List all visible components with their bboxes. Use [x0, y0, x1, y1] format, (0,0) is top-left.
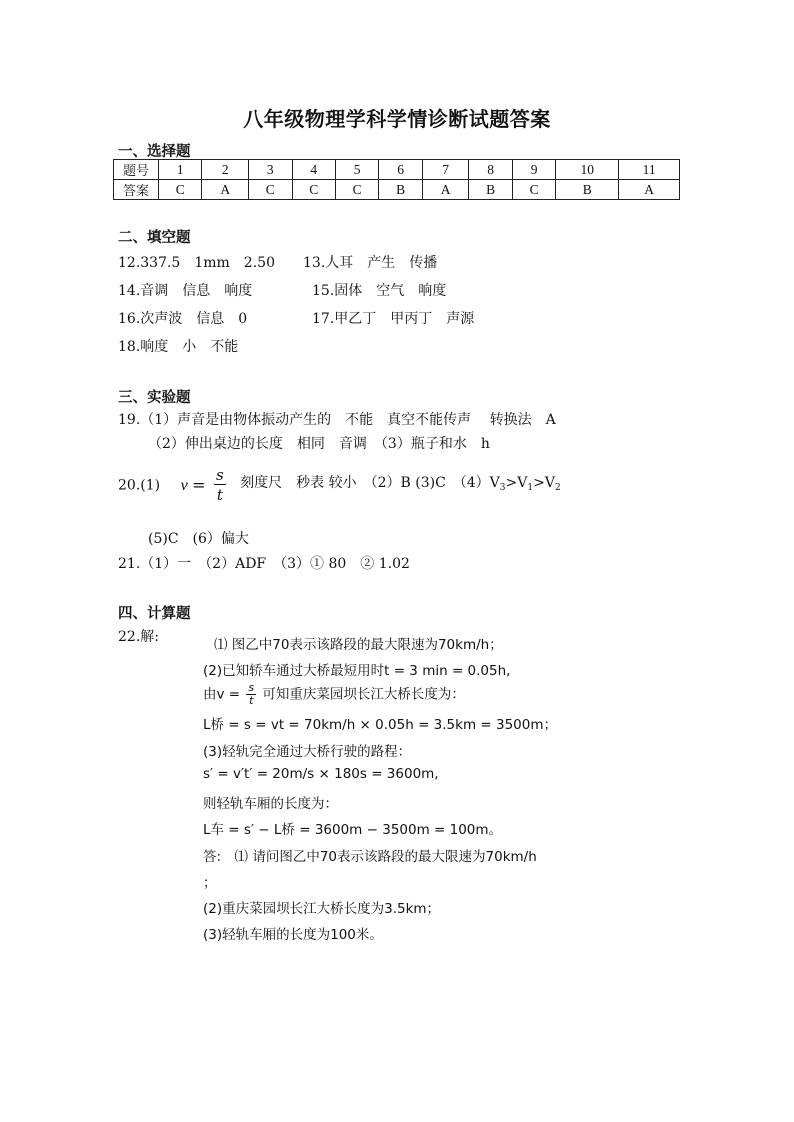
solution-line-4: L桥 = s = vt = 70km/h × 0.05h = 3.5km = 3500m； — [203, 717, 558, 733]
table-row — [114, 160, 680, 180]
answer-line-2: (2)重庆菜园坝长江大桥长度为3.5km； — [203, 901, 441, 917]
answer-line-3: (3)轻轨车厢的长度为100米。 — [203, 927, 383, 943]
question-number-cell: 6 — [379, 160, 422, 180]
fraction-denominator: t — [216, 486, 223, 504]
answer-line-1: 答: ⑴ 请问图乙中70表示该路段的最大限速为70km/h — [203, 849, 537, 865]
answer-cell: A — [202, 180, 249, 200]
answer-cell: C — [249, 180, 292, 200]
fill-answer-16: 16.次声波 信息 0 — [118, 311, 248, 327]
solution-line-5: (3)轻轨完全通过大桥行驶的路程： — [203, 744, 412, 760]
section-choice-heading: 一、选择题 — [118, 144, 191, 160]
answer-cell: C — [292, 180, 335, 200]
table-header-cell: 题号 — [114, 160, 159, 180]
question-number-cell: 4 — [292, 160, 335, 180]
solution-line-3-suffix: 可知重庆菜园坝长江大桥长度为： — [262, 686, 465, 703]
velocity-formula-fraction — [214, 466, 226, 505]
question-number-cell: 3 — [249, 160, 292, 180]
experiment-answer-19-part1: 19.（1）声音是由物体振动产生的 不能 真空不能传声 转换法 A — [118, 412, 556, 428]
section-fill-heading: 二、填空题 — [118, 230, 191, 246]
solution-line-3-prefix: 由v = — [203, 686, 241, 703]
fraction-numerator: s — [215, 466, 224, 484]
answer-cell: A — [619, 180, 680, 200]
subscript-3: 3 — [499, 483, 506, 493]
solution-line-7: 则轻轨车厢的长度为： — [203, 796, 338, 812]
question-number-cell: 7 — [422, 160, 469, 180]
answer-line-1-continued: ； — [203, 875, 217, 891]
table-row — [114, 180, 680, 200]
q20-rest-text: 刻度尺 秒表 较小 （2）B (3)C （4）V — [240, 475, 500, 491]
q20-prefix: 20.(1) — [118, 477, 161, 494]
q20-rest — [240, 475, 561, 491]
solution-fraction — [246, 682, 256, 707]
question-number-cell: 1 — [159, 160, 202, 180]
velocity-symbol: v — [180, 476, 188, 494]
fill-answer-15: 15.固体 空气 响度 — [312, 283, 447, 299]
section-experiment-heading: 三、实验题 — [118, 390, 191, 406]
answer-cell: C — [159, 180, 202, 200]
answer-cell: B — [556, 180, 619, 200]
solution-line-3 — [203, 682, 465, 707]
solution-line-2: (2)已知轿车通过大桥最短用时t = 3 min = 0.05h, — [203, 663, 511, 679]
fill-answer-13: 13.人耳 产生 传播 — [303, 255, 438, 271]
answer-cell: B — [469, 180, 512, 200]
equals-sign: = — [192, 475, 206, 495]
question-number-cell: 11 — [619, 160, 680, 180]
solution-line-1: ⑴ 图乙中70表示该路段的最大限速为70km/h； — [214, 637, 503, 653]
choice-answer-table — [113, 159, 680, 200]
relation-text-2: >V — [533, 475, 555, 491]
experiment-answer-21: 21.（1）一 （2）ADF （3）① 80 ② 1.02 — [118, 556, 410, 572]
question-number-cell: 2 — [202, 160, 249, 180]
answer-cell: B — [379, 180, 422, 200]
subscript-2: 2 — [554, 483, 561, 493]
experiment-answer-20 — [118, 466, 561, 505]
answer-cell: C — [512, 180, 555, 200]
question-number-cell: 10 — [556, 160, 619, 180]
q22-label: 22.解: — [118, 629, 159, 645]
solution-line-6: s′ = v′t′ = 20m/s × 180s = 3600m, — [203, 766, 439, 782]
fill-answer-17: 17.甲乙丁 甲丙丁 声源 — [312, 311, 475, 327]
experiment-answer-19-part2: （2）伸出桌边的长度 相同 音调 （3）瓶子和水 h — [148, 436, 490, 452]
question-number-cell: 8 — [469, 160, 512, 180]
page-title: 八年级物理学科学情诊断试题答案 — [243, 107, 551, 131]
relation-text: >V — [505, 475, 528, 491]
fill-answer-14: 14.音调 信息 响度 — [118, 283, 253, 299]
fraction-numerator: s — [248, 681, 255, 694]
section-calculation-heading: 四、计算题 — [118, 606, 191, 622]
fill-answer-18: 18.响度 小 不能 — [118, 339, 239, 355]
subscript-1: 1 — [527, 483, 534, 493]
fill-answer-12: 12.337.5 1mm 2.50 — [118, 255, 275, 271]
solution-line-8: L车 = s′ − L桥 = 3600m − 3500m = 100m。 — [203, 822, 503, 838]
question-number-cell: 9 — [512, 160, 555, 180]
question-number-cell: 5 — [335, 160, 378, 180]
answer-cell: C — [335, 180, 378, 200]
experiment-answer-20-continued: (5)C (6）偏大 — [148, 531, 249, 547]
table-header-cell: 答案 — [114, 180, 159, 200]
fraction-denominator: t — [249, 694, 254, 707]
answer-cell: A — [422, 180, 469, 200]
